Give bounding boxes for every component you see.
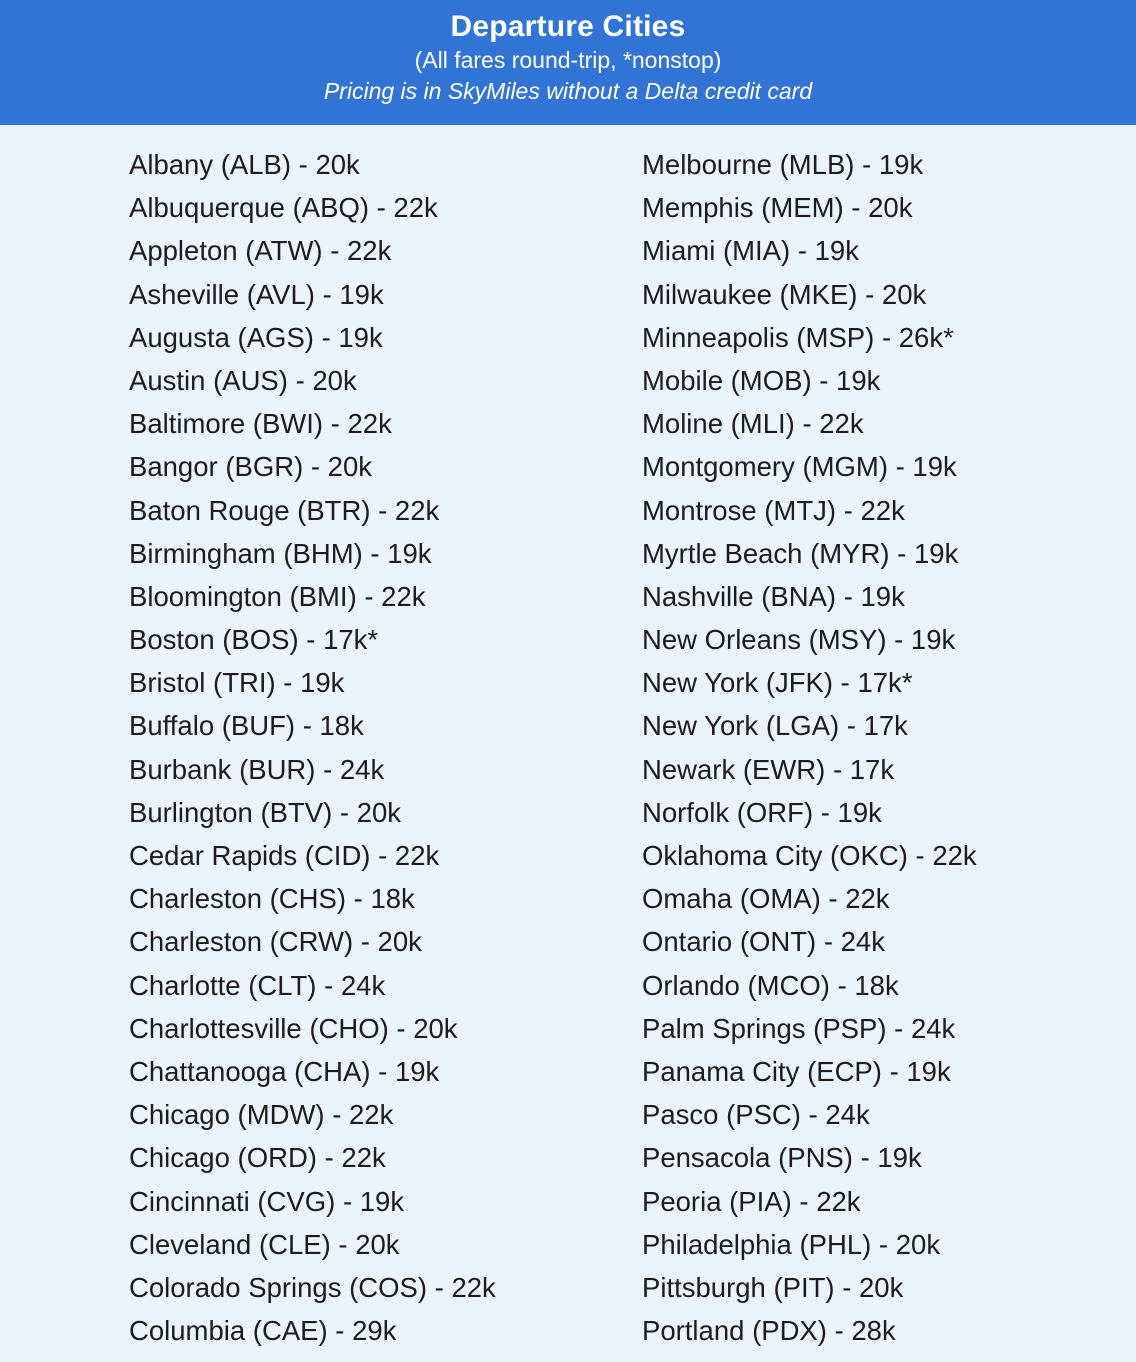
city-fare-item: Miami (MIA) - 19k	[642, 235, 859, 267]
city-fare-item: Charlotte (CLT) - 24k	[129, 969, 386, 1001]
city-fare-item: Pensacola (PNS) - 19k	[642, 1142, 922, 1174]
city-fare-item: Albany (ALB) - 20k	[129, 149, 360, 180]
city-fare-item: Palm Springs (PSP) - 24k	[642, 1012, 956, 1044]
city-fare-item: Charleston (CRW) - 20k	[129, 926, 422, 958]
city-fare-item: New York (LGA) - 17k	[642, 710, 908, 742]
city-fare-item: Pittsburgh (PIT) - 20k	[642, 1271, 904, 1303]
city-list-right	[642, 143, 977, 1352]
city-fare-item: Peoria (PIA) - 22k	[642, 1185, 861, 1217]
city-fare-item: Chicago (ORD) - 22k	[129, 1142, 386, 1174]
city-fare-item: New York (JFK) - 17k*	[642, 667, 913, 699]
city-fare-item: Asheville (AVL) - 19k	[129, 278, 384, 310]
city-fare-item: Buffalo (BUF) - 18k	[129, 710, 364, 742]
city-fare-item: Appleton (ATW) - 22k	[129, 235, 392, 267]
city-fare-item: Nashville (BNA) - 19k	[642, 580, 905, 612]
city-fare-item: Chattanooga (CHA) - 19k	[129, 1055, 440, 1087]
city-fare-item: Cedar Rapids (CID) - 22k	[129, 840, 440, 871]
city-fare-item: Pasco (PSC) - 24k	[642, 1099, 870, 1131]
city-fare-item: Memphis (MEM) - 20k	[642, 192, 913, 224]
city-fare-item: Baton Rouge (BTR) - 22k	[129, 494, 440, 526]
city-fare-item: New Orleans (MSY) - 19k	[642, 624, 956, 656]
city-fare-item: Newark (EWR) - 17k	[642, 753, 895, 785]
page-title: Departure Cities	[450, 10, 686, 43]
city-fare-item: Charleston (CHS) - 18k	[129, 883, 415, 915]
city-fare-item: Bloomington (BMI) - 22k	[129, 580, 426, 612]
city-fare-item: Mobile (MOB) - 19k	[642, 364, 881, 396]
city-fare-item: Charlottesville (CHO) - 20k	[129, 1012, 458, 1044]
city-fare-item: Bristol (TRI) - 19k	[129, 667, 345, 699]
city-fare-item: Myrtle Beach (MYR) - 19k	[642, 537, 959, 569]
city-fare-item: Orlando (MCO) - 18k	[642, 969, 899, 1001]
city-fare-item: Boston (BOS) - 17k*	[129, 624, 379, 656]
city-fare-item: Baltimore (BWI) - 22k	[129, 408, 392, 440]
pricing-note: Pricing is in SkyMiles without a Delta credit card	[323, 78, 813, 104]
city-fare-item: Columbia (CAE) - 29k	[129, 1315, 397, 1347]
city-fare-item: Chicago (MDW) - 22k	[129, 1099, 394, 1131]
city-fare-item: Albuquerque (ABQ) - 22k	[129, 192, 438, 224]
city-fare-item: Norfolk (ORF) - 19k	[642, 796, 882, 828]
city-fare-item: Colorado Springs (COS) - 22k	[129, 1271, 496, 1303]
header-banner	[0, 0, 1136, 125]
city-fare-item: Burbank (BUR) - 24k	[129, 753, 385, 785]
city-fare-item: Minneapolis (MSP) - 26k*	[642, 321, 954, 353]
city-fare-item: Philadelphia (PHL) - 20k	[642, 1228, 941, 1260]
city-fare-item: Augusta (AGS) - 19k	[129, 321, 383, 353]
city-fare-item: Birmingham (BHM) - 19k	[129, 537, 432, 569]
city-fare-item: Omaha (OMA) - 22k	[642, 883, 890, 915]
city-fare-item: Burlington (BTV) - 20k	[129, 796, 402, 828]
city-fare-item: Portland (PDX) - 28k	[642, 1315, 896, 1347]
city-fare-item: Montgomery (MGM) - 19k	[642, 451, 957, 483]
city-fare-item: Oklahoma City (OKC) - 22k	[642, 840, 977, 871]
city-fare-item: Moline (MLI) - 22k	[642, 408, 864, 440]
city-fare-item: Cleveland (CLE) - 20k	[129, 1228, 400, 1260]
city-fare-item: Milwaukee (MKE) - 20k	[642, 278, 927, 310]
city-fare-item: Bangor (BGR) - 20k	[129, 451, 373, 483]
city-fare-item: Panama City (ECP) - 19k	[642, 1055, 951, 1087]
city-fare-item: Austin (AUS) - 20k	[129, 364, 357, 396]
city-list-left	[129, 143, 496, 1352]
city-fare-item: Montrose (MTJ) - 22k	[642, 494, 905, 526]
city-fare-item: Cincinnati (CVG) - 19k	[129, 1185, 405, 1217]
city-fare-item: Ontario (ONT) - 24k	[642, 926, 885, 958]
city-fare-item: Melbourne (MLB) - 19k	[642, 149, 924, 180]
page-subtitle: (All fares round-trip, *nonstop)	[414, 47, 722, 73]
